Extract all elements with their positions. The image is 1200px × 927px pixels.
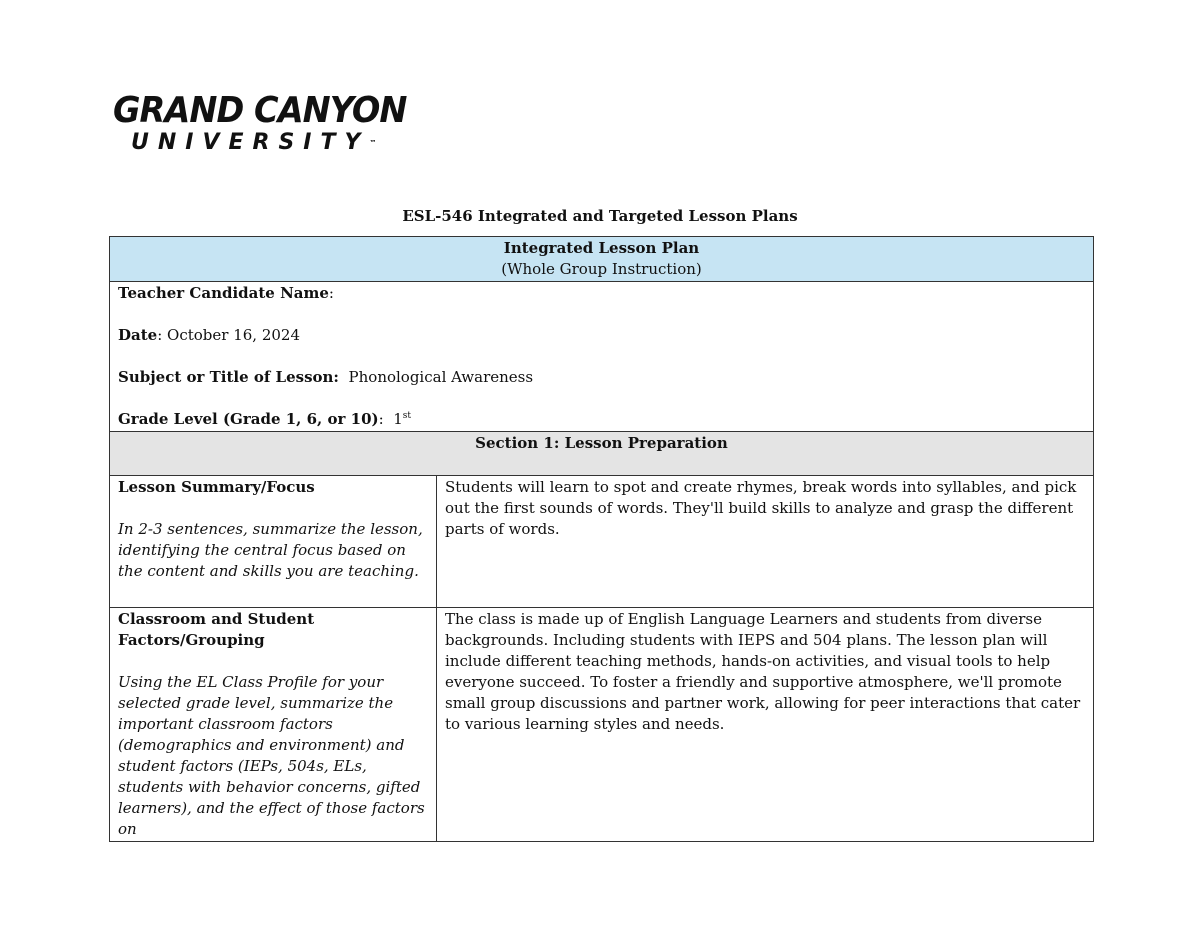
lesson-summary-response: Students will learn to spot and create rhymes, break words into syllables, and pick out the first sounds of words. They'll build skills to analyze and grasp the different parts of words. — [445, 478, 1077, 538]
trademark-mark: ™ — [369, 139, 377, 147]
date-row: Date: October 16, 2024 — [118, 326, 301, 344]
lesson-summary-response-cell — [437, 476, 1094, 608]
lesson-summary-prompt: In 2-3 sentences, summarize the lesson, identifying the central focus based on the content and skills you are teaching. — [118, 520, 423, 580]
teacher-name-label: Teacher Candidate Name — [118, 284, 329, 302]
section1-title: Section 1: Lesson Preparation — [475, 434, 728, 452]
date-value: October 16, 2024 — [167, 326, 301, 344]
classroom-factors-label: Classroom and Student Factors/Grouping — [118, 610, 315, 649]
classroom-factors-prompt: Using the EL Class Profile for your selected grade level, summarize the important classroom factors (demographics and environment) and student factors (IEPs, 504s, ELs, students with behavior concerns, gifted learners), and the effect of those factors on — [118, 673, 425, 838]
subject-value: Phonological Awareness — [348, 368, 534, 386]
grade-value: 1 — [393, 410, 403, 428]
teacher-name-row: Teacher Candidate Name: — [118, 284, 334, 302]
grade-suffix: st — [402, 411, 411, 421]
logo-line1: GRAND CANYON — [113, 90, 407, 131]
table-row — [110, 476, 1094, 608]
grade-row: Grade Level (Grade 1, 6, or 10): 1st — [118, 410, 411, 428]
university-logo — [113, 92, 413, 156]
logo-line2-text: UNIVERSITY — [131, 130, 370, 155]
table-row — [110, 608, 1094, 842]
document-title: ESL-546 Integrated and Targeted Lesson Plans — [402, 207, 798, 225]
plan-header-title: Integrated Lesson Plan — [503, 239, 700, 257]
lesson-summary-label: Lesson Summary/Focus — [118, 478, 315, 496]
classroom-factors-response-cell — [437, 608, 1094, 842]
section1-header — [110, 432, 1094, 476]
date-label: Date — [118, 326, 158, 344]
lesson-plan-table — [109, 236, 1094, 842]
subject-label: Subject or Title of Lesson: — [118, 368, 339, 386]
classroom-factors-response: The class is made up of English Language Learners and students from diverse backgrounds. Including students with IEPS and 504 plans. The lesson plan will include different teaching methods, hands-on activities, and visual tools to help everyone succeed. To foster a friendly and supportive atmosphere, we'll promote small group discussions and partner work, allowing for peer interactions that cater to various learning styles and needs. — [445, 610, 1081, 733]
lesson-info — [110, 282, 1094, 432]
plan-header-subtitle: (Whole Group Instruction) — [501, 260, 702, 278]
subject-row — [118, 367, 1085, 388]
lesson-summary-label-cell — [110, 476, 437, 608]
plan-header — [110, 237, 1094, 282]
classroom-factors-label-cell — [110, 608, 437, 842]
logo-line2 — [131, 130, 413, 156]
grade-label: Grade Level (Grade 1, 6, or 10) — [118, 410, 379, 428]
